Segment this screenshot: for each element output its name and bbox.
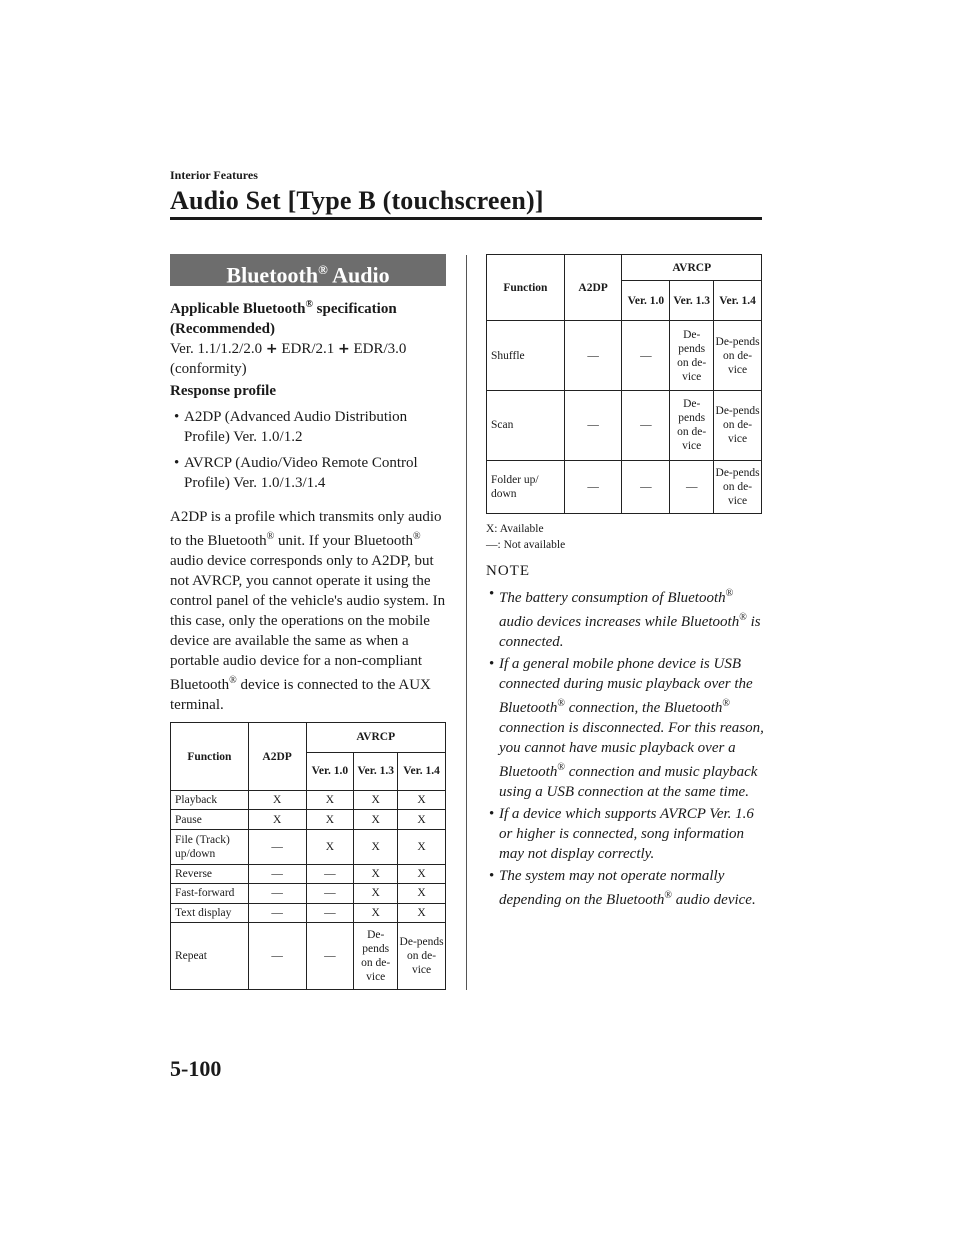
- function-table-1: [170, 722, 446, 990]
- legend-not-available: —: Not available: [486, 539, 566, 551]
- profile-item-a2dp: A2DP (Advanced Audio Distribution Profile) Ver. 1.0/1.2: [184, 409, 408, 445]
- ver14-cell: X: [398, 903, 446, 922]
- ver13-cell: X: [354, 829, 398, 864]
- body-text: device is connected to the AUX terminal.: [170, 677, 431, 713]
- ver10-cell: X: [306, 829, 354, 864]
- ver14-cell: De-pends on de-vice: [714, 390, 762, 460]
- note-text: If a device which supports AVRCP Ver. 1.6 or higher is connected, song information may not display correctly.: [499, 806, 754, 862]
- legend-available: X: Available: [486, 523, 544, 535]
- version-a: Ver. 1.1/1.2/2.0: [170, 341, 263, 357]
- reg-mark: ®: [413, 531, 421, 542]
- note-list: [486, 584, 766, 912]
- a2dp-cell: —: [564, 460, 622, 513]
- a2dp-cell: —: [248, 922, 306, 989]
- note-text: connection and music playback using a USB connection at the same time.: [499, 764, 758, 800]
- ver14-cell: X: [398, 884, 446, 903]
- ver10-cell: —: [306, 884, 354, 903]
- table-row: [487, 460, 762, 513]
- table-row: [171, 865, 446, 884]
- ver13-cell: X: [354, 810, 398, 829]
- header-ver14: Ver. 1.4: [398, 752, 446, 791]
- ver14-cell: De-pends on de-vice: [714, 460, 762, 513]
- column-divider: [466, 255, 467, 990]
- function-cell: Fast-forward: [171, 884, 249, 903]
- table-row: [171, 922, 446, 989]
- function-cell: Scan: [487, 390, 565, 460]
- ver10-cell: —: [622, 321, 670, 391]
- a2dp-cell: —: [248, 903, 306, 922]
- ver13-cell: —: [670, 460, 714, 513]
- table-row: [171, 903, 446, 922]
- ver14-cell: X: [398, 829, 446, 864]
- list-item: [170, 453, 446, 493]
- ver14-cell: X: [398, 865, 446, 884]
- banner-rest: Audio: [327, 262, 390, 288]
- function-cell: Pause: [171, 810, 249, 829]
- function-cell: Shuffle: [487, 321, 565, 391]
- ver10-cell: —: [306, 922, 354, 989]
- ver13-cell: De-pends on de-vice: [670, 321, 714, 391]
- ver10-cell: —: [622, 460, 670, 513]
- table-row: [171, 810, 446, 829]
- note-text: The system may not operate normally depending on the Bluetooth: [499, 868, 725, 908]
- ver13-cell: X: [354, 865, 398, 884]
- function-cell: Repeat: [171, 922, 249, 989]
- header-avrcp: AVRCP: [306, 723, 446, 753]
- body-text: unit. If your Bluetooth: [274, 533, 414, 549]
- section-label: Interior Features: [170, 168, 258, 182]
- reg-mark: ®: [557, 762, 565, 773]
- header-avrcp: AVRCP: [622, 255, 762, 281]
- table-row: [487, 390, 762, 460]
- note-item: [486, 584, 766, 652]
- table-row: [171, 829, 446, 864]
- ver13-cell: X: [354, 791, 398, 810]
- page-title: Audio Set [Type B (touchscreen)]: [170, 186, 544, 215]
- bullet-icon: •: [489, 806, 495, 822]
- banner-text: Bluetooth: [226, 262, 319, 288]
- header-ver10: Ver. 1.0: [306, 752, 354, 791]
- header-ver14: Ver. 1.4: [714, 281, 762, 321]
- reg-mark: ®: [739, 612, 747, 623]
- a2dp-cell: —: [248, 884, 306, 903]
- ver14-cell: X: [398, 791, 446, 810]
- ver10-cell: X: [306, 791, 354, 810]
- header-a2dp: A2DP: [248, 723, 306, 791]
- body-text: A2DP is a profile which transmits only audio to the Bluetooth: [170, 509, 442, 549]
- reg-mark: ®: [305, 299, 313, 310]
- ver10-cell: X: [306, 810, 354, 829]
- note-text: connection is disconnected. For this reason, you cannot have music playback over a Bluetooth: [499, 720, 764, 780]
- reg-mark: ®: [725, 588, 734, 599]
- left-column: [170, 254, 446, 715]
- function-cell: Playback: [171, 791, 249, 810]
- bullet-icon: •: [174, 409, 180, 425]
- version-c: EDR/3.0 (conformity): [170, 341, 407, 377]
- reg-mark: ®: [722, 698, 731, 709]
- body-text: audio device corresponds only to A2DP, but not AVRCP, you cannot operate it using the control panel of the vehicle's audio system. In this case, only the operations on the mobile device are available the same as when a portable audio device for a non-compliant Bluetooth: [170, 553, 446, 693]
- header-ver13: Ver. 1.3: [670, 281, 714, 321]
- note-item: [486, 654, 766, 802]
- bullet-icon: •: [174, 455, 180, 471]
- ver10-cell: —: [622, 390, 670, 460]
- note-text: connection, the Bluetooth: [564, 700, 723, 716]
- table-legend: [486, 521, 565, 553]
- profile-item-avrcp: AVRCP (Audio/Video Remote Control Profile) Ver. 1.0/1.3/1.4: [184, 455, 418, 491]
- plus-icon: +: [338, 341, 350, 357]
- title-rule: [170, 217, 762, 220]
- header-ver13: Ver. 1.3: [354, 752, 398, 791]
- ver10-cell: —: [306, 865, 354, 884]
- spec-versions: [170, 339, 446, 379]
- spec-heading: [170, 295, 446, 339]
- ver13-cell: X: [354, 903, 398, 922]
- header-function: Function: [171, 723, 249, 791]
- list-item: [170, 407, 446, 447]
- table-row: [487, 321, 762, 391]
- header-ver10: Ver. 1.0: [622, 281, 670, 321]
- ver14-cell: X: [398, 810, 446, 829]
- bullet-icon: •: [489, 656, 495, 672]
- a2dp-cell: —: [248, 829, 306, 864]
- profile-list: [170, 407, 446, 493]
- ver13-cell: De-pends on de-vice: [670, 390, 714, 460]
- function-cell: Text display: [171, 903, 249, 922]
- header-function: Function: [487, 255, 565, 321]
- body-paragraph: [170, 507, 446, 715]
- reg-mark: ®: [664, 890, 672, 901]
- bullet-icon: •: [489, 586, 495, 602]
- a2dp-cell: —: [248, 865, 306, 884]
- banner-reg: ®: [318, 262, 328, 277]
- ver14-cell: De-pends on de-vice: [398, 922, 446, 989]
- table-row: [171, 791, 446, 810]
- function-cell: Folder up/ down: [487, 460, 565, 513]
- profile-heading: Response profile: [170, 383, 276, 399]
- reg-mark: ®: [229, 675, 237, 686]
- note-text: is connected.: [499, 614, 761, 650]
- bullet-icon: •: [489, 868, 495, 884]
- function-cell: Reverse: [171, 865, 249, 884]
- section-banner: [170, 254, 446, 286]
- header-a2dp: A2DP: [564, 255, 622, 321]
- reg-mark: ®: [557, 698, 565, 709]
- note-text: audio devices increases while Bluetooth: [499, 614, 740, 630]
- note-text: If a general mobile phone device is USB connected during music playback over the Bluetooth: [499, 656, 753, 716]
- a2dp-cell: —: [564, 321, 622, 391]
- ver14-cell: De-pends on de-vice: [714, 321, 762, 391]
- ver13-cell: X: [354, 884, 398, 903]
- spec-heading-pre: Applicable Bluetooth: [170, 301, 306, 317]
- function-table-2: [486, 254, 762, 514]
- note-text: audio device.: [672, 892, 756, 908]
- page-number: 5-100: [170, 1056, 222, 1081]
- spec-heading-post: specification (Recommended): [170, 301, 397, 337]
- note-text: The battery consumption of Bluetooth: [499, 590, 726, 606]
- ver13-cell: De-pends on de-vice: [354, 922, 398, 989]
- note-item: [486, 866, 766, 910]
- a2dp-cell: X: [248, 791, 306, 810]
- a2dp-cell: —: [564, 390, 622, 460]
- table-row: [171, 884, 446, 903]
- note-item: [486, 804, 766, 864]
- ver10-cell: —: [306, 903, 354, 922]
- note-title: NOTE: [486, 563, 530, 579]
- function-cell: File (Track) up/down: [171, 829, 249, 864]
- version-b: EDR/2.1: [281, 341, 335, 357]
- a2dp-cell: X: [248, 810, 306, 829]
- plus-icon: +: [265, 341, 278, 357]
- reg-mark: ®: [266, 531, 275, 542]
